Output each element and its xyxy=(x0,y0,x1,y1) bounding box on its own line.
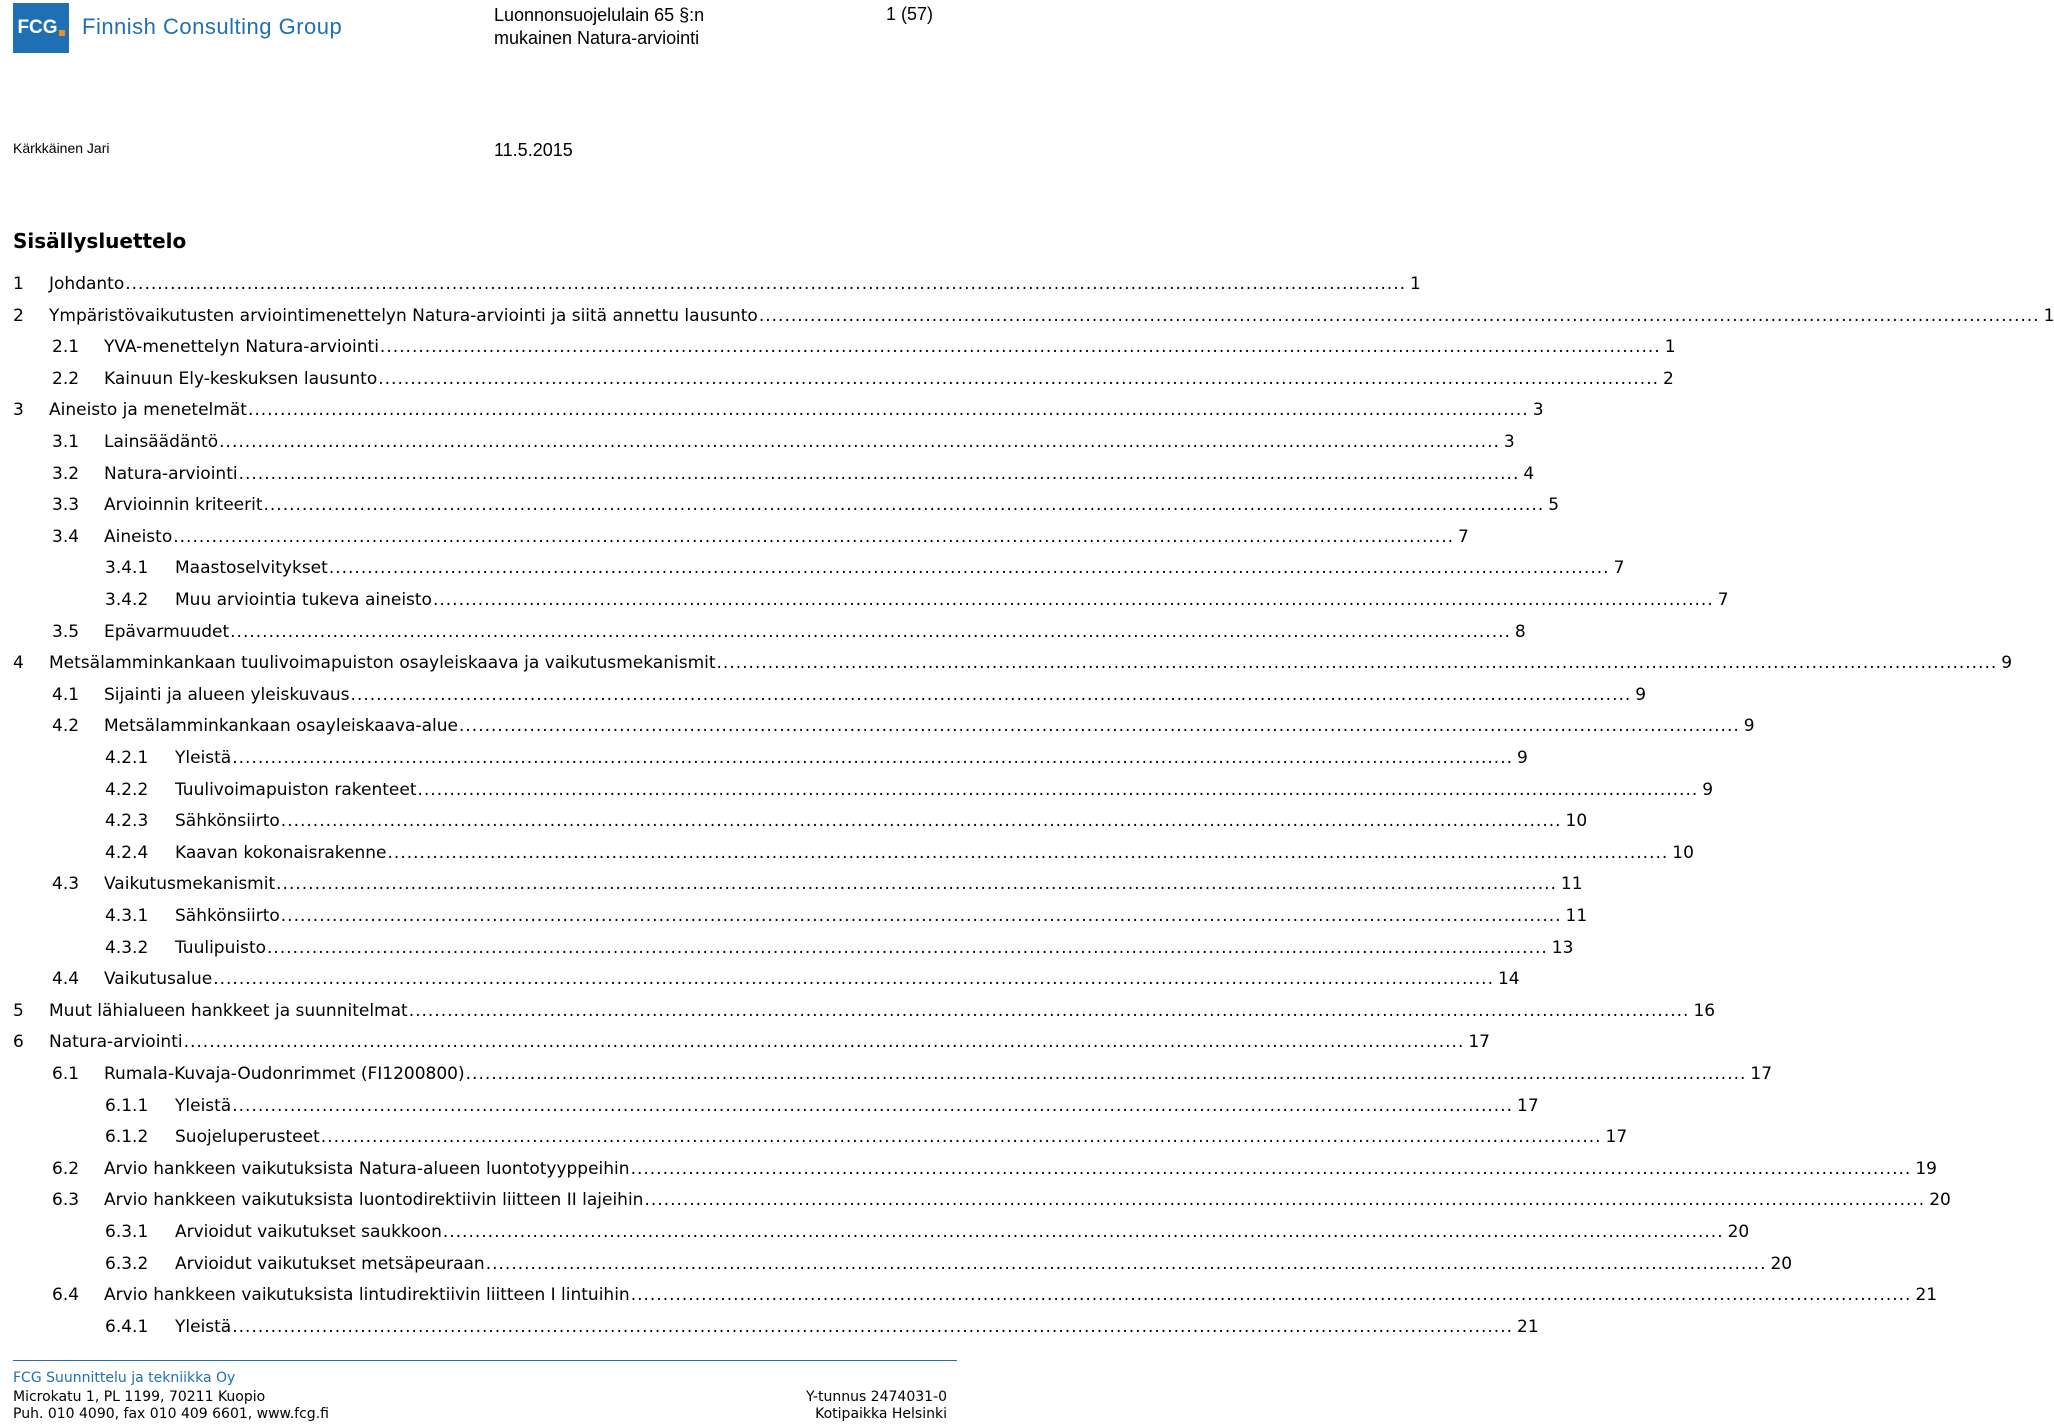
toc-entry[interactable] xyxy=(52,489,1560,521)
toc-entry-page: 11 xyxy=(1565,906,1588,926)
toc-entry-page: 7 xyxy=(1717,590,1729,610)
toc-entry[interactable] xyxy=(13,394,1544,426)
toc-entry-page: 1 xyxy=(1664,337,1676,358)
footer-seat: Kotipaikka Helsinki xyxy=(815,1406,947,1422)
toc-entry[interactable] xyxy=(105,774,1714,806)
fcg-logo xyxy=(13,3,69,53)
toc-entry-page: 16 xyxy=(1693,1000,1716,1021)
toc-entry-title: Natura-arviointi xyxy=(104,463,238,484)
toc-entry-number: 2.2 xyxy=(52,368,80,389)
toc-entry-number: 6.1.1 xyxy=(105,1095,149,1116)
toc-entry[interactable] xyxy=(105,742,1528,774)
toc-entry[interactable] xyxy=(52,426,1515,458)
toc-dot-leader: ........................................................................................................................................................................................................ xyxy=(644,1190,1926,1211)
toc-dot-leader: ........................................................................................................................................................................................................ xyxy=(276,874,1557,895)
toc-entry-title: Arvioidut vaikutukset metsäpeuraan xyxy=(175,1253,485,1274)
toc-entry-title: Aineisto xyxy=(104,526,173,547)
toc-entry-number: 6.1 xyxy=(52,1064,80,1084)
toc-dot-leader: ........................................................................................................................................................................................................ xyxy=(232,1095,1513,1116)
toc-entry-number: 4.2 xyxy=(52,716,80,737)
footer-company: FCG Suunnittelu ja tekniikka Oy xyxy=(13,1370,236,1386)
toc-heading: Sisällysluettelo xyxy=(13,229,187,253)
toc-entry-number: 3 xyxy=(13,400,24,421)
toc-entry-title: Metsälamminkankaan osayleiskaava-alue xyxy=(104,716,458,737)
toc-entry-page: 10 xyxy=(1565,811,1588,832)
footer-business-id: Y-tunnus 2474031-0 xyxy=(806,1389,947,1405)
toc-dot-leader: ........................................................................................................................................................................................................ xyxy=(247,400,1529,421)
author-name: Kärkkäinen Jari xyxy=(13,140,110,156)
page-number: 1 (57) xyxy=(885,4,933,24)
toc-entry-page: 4 xyxy=(1523,463,1535,484)
toc-entry-page: 9 xyxy=(2001,653,2013,674)
toc-entry-number: 6.3 xyxy=(52,1190,80,1211)
toc-entry-number: 3.4.1 xyxy=(105,558,149,579)
toc-entry[interactable] xyxy=(52,1153,1937,1185)
document-date: 11.5.2015 xyxy=(494,140,573,160)
toc-entry[interactable] xyxy=(52,458,1535,490)
toc-entry-page: 13 xyxy=(1551,937,1574,958)
toc-dot-leader: ........................................................................................................................................................................................................ xyxy=(232,748,1513,768)
toc-entry-number: 1 xyxy=(13,274,24,294)
toc-entry-page: 9 xyxy=(1517,748,1528,768)
toc-entry-title: Aineisto ja menetelmät xyxy=(49,400,247,421)
toc-dot-leader: ........................................................................................................................................................................................................ xyxy=(350,684,1632,705)
toc-entry[interactable] xyxy=(52,616,1526,648)
toc-dot-leader: ........................................................................................................................................................................................................ xyxy=(387,842,1669,863)
toc-entry-number: 4.2.1 xyxy=(105,748,149,768)
toc-entry-title: Kainuun Ely-keskuksen lausunto xyxy=(104,368,378,389)
toc-entry-page: 20 xyxy=(1929,1190,1951,1211)
toc-dot-leader: ........................................................................................................................................................................................................ xyxy=(238,463,1520,484)
toc-entry[interactable] xyxy=(105,1248,1793,1280)
toc-dot-leader: ........................................................................................................................................................................................................ xyxy=(320,1127,1602,1148)
toc-dot-leader: ........................................................................................................................................................................................................ xyxy=(630,1158,1912,1179)
toc-entry-title: Metsälamminkankaan tuulivoimapuiston osayleiskaava ja vaikutusmekanismit xyxy=(49,653,716,674)
toc-entry-title: YVA-menettelyn Natura-arviointi xyxy=(104,337,379,358)
toc-entry-number: 2.1 xyxy=(52,337,80,358)
toc-entry-title: Arvio hankkeen vaikutuksista Natura-alueen luontotyyppeihin xyxy=(104,1158,630,1179)
toc-entry-title: Ympäristövaikutusten arviointimenettelyn Natura-arviointi ja siitä annettu lausunto xyxy=(49,305,758,326)
toc-entry-title: Johdanto xyxy=(49,274,125,294)
toc-dot-leader: ........................................................................................................................................................................................................ xyxy=(219,432,1500,452)
toc-dot-leader: ........................................................................................................................................................................................................ xyxy=(213,969,1494,990)
toc-entry-number: 4.3.2 xyxy=(105,937,149,958)
toc-entry-title: Suojeluperusteet xyxy=(175,1127,320,1148)
toc-entry-page: 7 xyxy=(1458,526,1469,547)
toc-entry[interactable] xyxy=(105,552,1625,584)
toc-dot-leader: ........................................................................................................................................................................................................ xyxy=(280,811,1562,832)
toc-entry[interactable] xyxy=(105,900,1588,932)
toc-entry-number: 6.2 xyxy=(52,1158,80,1179)
toc-entry-page: 2 xyxy=(1663,368,1674,389)
toc-entry-page: 1 xyxy=(1410,274,1421,294)
toc-dot-leader: ........................................................................................................................................................................................................ xyxy=(432,590,1714,610)
toc-entry-title: Arvio hankkeen vaikutuksista luontodirektiivin liitteen II lajeihin xyxy=(104,1190,644,1211)
toc-entry[interactable] xyxy=(105,1121,1628,1153)
toc-entry-number: 4.2.2 xyxy=(105,779,149,800)
toc-entry[interactable] xyxy=(105,1216,1750,1248)
toc-entry[interactable] xyxy=(105,584,1729,616)
toc-entry-page: 10 xyxy=(1672,842,1694,863)
toc-dot-leader: ........................................................................................................................................................................................................ xyxy=(232,1316,1513,1337)
toc-entry-number: 5 xyxy=(13,1000,24,1021)
toc-entry-title: Muu arviointia tukeva aineisto xyxy=(175,590,432,610)
toc-entry[interactable] xyxy=(52,710,1755,742)
toc-entry[interactable] xyxy=(13,995,1716,1027)
toc-entry[interactable] xyxy=(52,331,1676,363)
toc-entry-title: Arvioinnin kriteerit xyxy=(104,495,263,516)
toc-entry[interactable] xyxy=(52,363,1674,395)
toc-entry-title: Sijainti ja alueen yleiskuvaus xyxy=(104,684,350,705)
logo-mark: FCG xyxy=(17,17,58,38)
toc-entry-number: 4 xyxy=(13,653,24,674)
toc-entry[interactable] xyxy=(13,647,2013,679)
toc-entry-title: Epävarmuudet xyxy=(104,621,230,642)
toc-entry-number: 4.2.3 xyxy=(105,811,149,832)
toc-dot-leader: ........................................................................................................................................................................................................ xyxy=(183,1032,1465,1053)
toc-entry[interactable] xyxy=(105,1311,1539,1343)
toc-dot-leader: ........................................................................................................................................................................................................ xyxy=(267,937,1548,958)
toc-entry[interactable] xyxy=(13,1026,1490,1058)
toc-entry-title: Yleistä xyxy=(175,1095,232,1116)
toc-dot-leader: ........................................................................................................................................................................................................ xyxy=(230,621,1511,642)
toc-entry-number: 2 xyxy=(13,305,24,326)
toc-entry-page: 9 xyxy=(1743,716,1755,737)
toc-entry[interactable] xyxy=(105,837,1694,869)
toc-entry-number: 6.4 xyxy=(52,1285,80,1306)
toc-entry-number: 4.3.1 xyxy=(105,906,149,926)
footer-contact: Puh. 010 4090, fax 010 409 6601, www.fcg.fi xyxy=(13,1406,329,1422)
toc-entry-number: 3.4.2 xyxy=(105,590,149,610)
toc-entry-page: 8 xyxy=(1514,621,1526,642)
toc-entry-title: Vaikutusalue xyxy=(104,969,213,990)
toc-entry-number: 3.1 xyxy=(52,432,80,452)
toc-entry-page: 20 xyxy=(1770,1253,1793,1274)
toc-entry-page: 1 xyxy=(2043,305,2054,326)
toc-entry-page: 3 xyxy=(1503,432,1515,452)
toc-entry-title: Muut lähialueen hankkeet ja suunnitelmat xyxy=(49,1000,408,1021)
toc-entry-number: 6 xyxy=(13,1032,24,1053)
toc-entry-page: 3 xyxy=(1532,400,1544,421)
toc-entry-number: 3.3 xyxy=(52,495,80,516)
toc-entry-title: Yleistä xyxy=(175,748,232,768)
footer-divider xyxy=(13,1360,957,1361)
toc-dot-leader: ........................................................................................................................................................................................................ xyxy=(280,906,1562,926)
toc-entry-number: 3.4 xyxy=(52,526,80,547)
toc-entry-page: 9 xyxy=(1635,684,1647,705)
toc-dot-leader: ........................................................................................................................................................................................................ xyxy=(758,305,2040,326)
toc-entry[interactable] xyxy=(52,868,1583,900)
toc-entry-page: 9 xyxy=(1702,779,1714,800)
toc-entry-title: Rumala-Kuvaja-Oudonrimmet (FI1200800) xyxy=(104,1064,465,1084)
toc-entry-page: 19 xyxy=(1915,1158,1937,1179)
toc-entry-page: 14 xyxy=(1497,969,1520,990)
toc-entry[interactable] xyxy=(52,963,1520,995)
toc-entry[interactable] xyxy=(105,1090,1539,1122)
toc-entry-title: Sähkönsiirto xyxy=(175,811,280,832)
toc-entry[interactable] xyxy=(52,521,1469,553)
toc-dot-leader: ........................................................................................................................................................................................................ xyxy=(408,1000,1690,1021)
toc-entry-title: Arvioidut vaikutukset saukkoon xyxy=(175,1222,442,1242)
toc-dot-leader: ........................................................................................................................................................................................................ xyxy=(716,653,1998,674)
toc-entry[interactable] xyxy=(105,932,1574,964)
toc-dot-leader: ........................................................................................................................................................................................................ xyxy=(459,716,1740,737)
toc-entry[interactable] xyxy=(52,1279,1938,1311)
toc-entry-number: 3.5 xyxy=(52,621,80,642)
toc-entry-title: Maastoselvitykset xyxy=(175,558,328,579)
toc-entry-title: Tuulivoimapuiston rakenteet xyxy=(175,779,417,800)
toc-entry-page: 21 xyxy=(1517,1316,1539,1337)
document-title: Luonnonsuojelulain 65 §:n mukainen Natura-arviointi xyxy=(494,5,705,48)
toc-entry[interactable] xyxy=(105,805,1588,837)
toc-entry-title: Yleistä xyxy=(175,1316,232,1337)
toc-entry-title: Lainsäädäntö xyxy=(104,432,219,452)
toc-entry-title: Vaikutusmekanismit xyxy=(104,874,276,895)
toc-entry-page: 7 xyxy=(1613,558,1625,579)
toc-entry-number: 6.3.1 xyxy=(105,1222,149,1242)
toc-entry-title: Natura-arviointi xyxy=(49,1032,183,1053)
toc-entry-number: 6.1.2 xyxy=(105,1127,149,1148)
toc-dot-leader: ........................................................................................................................................................................................................ xyxy=(417,779,1699,800)
toc-entry-number: 6.4.1 xyxy=(105,1316,149,1337)
toc-entry-page: 11 xyxy=(1560,874,1583,895)
toc-entry-title: Tuulipuisto xyxy=(175,937,267,958)
toc-entry-page: 17 xyxy=(1468,1032,1490,1053)
toc-dot-leader: ........................................................................................................................................................................................................ xyxy=(379,337,1661,358)
toc-entry[interactable] xyxy=(52,1184,1951,1216)
toc-entry-number: 4.3 xyxy=(52,874,80,895)
toc-dot-leader: ........................................................................................................................................................................................................ xyxy=(442,1222,1724,1242)
toc-entry-number: 3.2 xyxy=(52,463,80,484)
toc-dot-leader: ........................................................................................................................................................................................................ xyxy=(173,526,1454,547)
toc-entry-number: 6.3.2 xyxy=(105,1253,149,1274)
toc-entry-page: 21 xyxy=(1915,1285,1938,1306)
toc-entry-title: Sähkönsiirto xyxy=(175,906,280,926)
toc-entry-page: 17 xyxy=(1517,1095,1539,1116)
toc-entry-page: 17 xyxy=(1605,1127,1628,1148)
footer-address: Microkatu 1, PL 1199, 70211 Kuopio xyxy=(13,1389,266,1405)
toc-entry-title: Kaavan kokonaisrakenne xyxy=(175,842,387,863)
toc-dot-leader: ........................................................................................................................................................................................................ xyxy=(263,495,1545,516)
toc-dot-leader: ........................................................................................................................................................................................................ xyxy=(485,1253,1767,1274)
toc-entry-page: 17 xyxy=(1750,1064,1773,1084)
toc-entry-number: 4.4 xyxy=(52,969,80,990)
toc-dot-leader: ........................................................................................................................................................................................................ xyxy=(328,558,1610,579)
toc-entry-page: 5 xyxy=(1548,495,1560,516)
toc-dot-leader: ........................................................................................................................................................................................................ xyxy=(378,368,1659,389)
toc-entry-number: 4.1 xyxy=(52,684,80,705)
toc-dot-leader: ........................................................................................................................................................................................................ xyxy=(465,1064,1747,1084)
toc-dot-leader: ........................................................................................................................................................................................................ xyxy=(630,1285,1912,1306)
toc-entry[interactable] xyxy=(52,1058,1773,1090)
toc-entry-page: 20 xyxy=(1727,1222,1750,1242)
company-logo-name: Finnish Consulting Group xyxy=(82,14,343,39)
toc-entry[interactable] xyxy=(13,268,1421,300)
logo-dot-icon xyxy=(59,30,65,36)
toc-dot-leader: ........................................................................................................................................................................................................ xyxy=(125,274,1407,294)
toc-entry[interactable] xyxy=(52,679,1647,711)
toc-entry-title: Arvio hankkeen vaikutuksista lintudirektiivin liitteen I lintuihin xyxy=(104,1285,630,1306)
toc-entry[interactable] xyxy=(13,300,2054,332)
toc-entry-number: 4.2.4 xyxy=(105,842,149,863)
